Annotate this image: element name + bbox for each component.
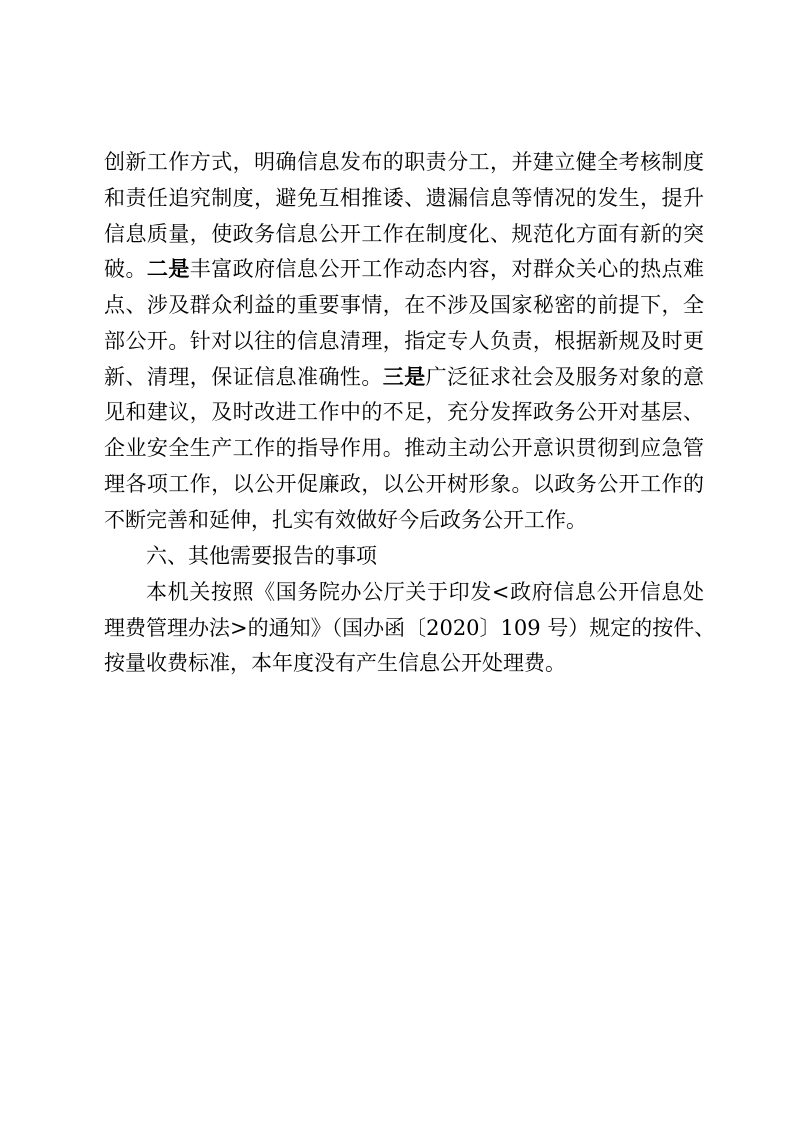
paragraph-line (104, 287, 704, 323)
text-segment: 广泛征求社会及服务对象的意 (425, 365, 705, 389)
text-segment: 和责任追究制度，避免互相推诿、遗漏信息等情况的发生，提升 (104, 186, 704, 210)
paragraph-line (104, 466, 704, 502)
text-segment: 点、涉及群众利益的重要事情，在不涉及国家秘密的前提下，全 (104, 293, 704, 317)
paragraph-line: 按量收费标准，本年度没有产生信息公开处理费。 (104, 651, 566, 675)
bold-marker-second: 二是 (146, 256, 190, 281)
paragraph-line (104, 430, 704, 466)
paragraph-line (104, 502, 704, 538)
text-segment: 不断完善和延伸，扎实有效做好今后政务公开工作。 (104, 508, 587, 532)
text-segment: 信息质量，使政务信息公开工作在制度化、规范化方面有新的突 (104, 222, 704, 246)
paragraph-line (104, 359, 704, 395)
text-segment: 破。 (104, 257, 147, 281)
text-segment: 部公开。针对以往的信息清理，指定专人负责，根据新规及时更 (104, 329, 704, 353)
paragraph-line (104, 144, 704, 180)
text-segment: 企业安全生产工作的指导作用。推动主动公开意识贯彻到应急管 (104, 436, 704, 460)
paragraph-line (104, 180, 704, 216)
paragraph-line: 理费管理办法>的通知》（国办函〔2020〕109 号）规定的按件、 (104, 616, 716, 640)
text-segment: 理各项工作，以公开促廉政，以公开树形象。以政务公开工作的 (104, 472, 704, 496)
paragraph-line (104, 394, 704, 430)
paragraph-line (104, 323, 704, 359)
text-segment: 丰富政府信息公开工作动态内容，对群众关心的热点难 (189, 257, 705, 281)
bold-marker-third: 三是 (382, 364, 426, 389)
text-segment: 创新工作方式，明确信息发布的职责分工，并建立健全考核制度 (104, 150, 704, 174)
text-segment: 新、清理，保证信息准确性。 (104, 365, 383, 389)
paragraph-line (104, 216, 704, 252)
paragraph-line: 本机关按照《国务院办公厅关于印发<政府信息公开信息处 (146, 580, 704, 604)
text-segment: 见和建议，及时改进工作中的不足，充分发挥政务公开对基层、 (104, 400, 704, 424)
section-heading: 六、其他需要报告的事项 (146, 544, 377, 568)
paragraph-line (104, 251, 704, 287)
